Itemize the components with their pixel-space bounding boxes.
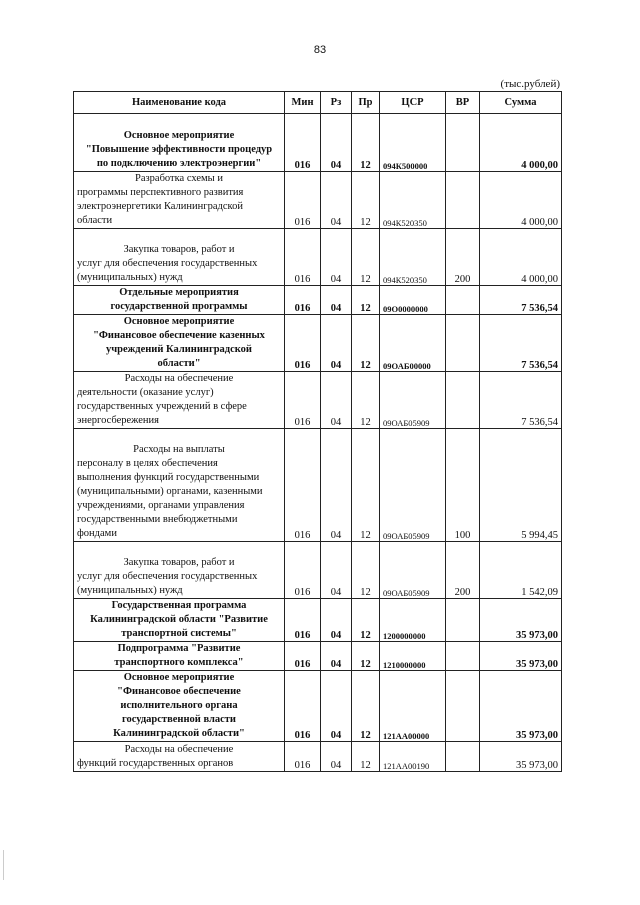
row-name [74,642,285,671]
row-name-line: электроэнергетики Калининградской [77,201,243,212]
row-name [74,229,285,286]
row-name-line: Калининградской области "Развитие [90,614,268,625]
row-pr: 12 [352,114,380,172]
row-min: 016 [285,229,321,286]
row-sum: 35 973,00 [480,742,562,772]
row-name-line: учреждениями, органами управления [77,500,245,511]
row-name [74,742,285,772]
row-pr: 12 [352,315,380,372]
header-pr: Пр [352,92,380,114]
row-sum: 35 973,00 [480,671,562,742]
row-sum: 7 536,54 [480,372,562,429]
row-sum: 7 536,54 [480,315,562,372]
row-name-line: Разработка схемы и [135,173,223,184]
row-name [74,172,285,229]
row-csr: 09О0000000 [380,286,446,315]
row-csr: 09ОАБ05909 [380,372,446,429]
table-row [74,229,562,286]
table-header-row [74,92,562,114]
row-rz: 04 [321,286,352,315]
row-name-line: "Финансовое обеспечение [117,686,241,697]
row-name-line: государственными внебюджетными [77,514,238,525]
row-name-line: программы перспективного развития [77,187,244,198]
row-csr: 1200000000 [380,599,446,642]
table-row [74,599,562,642]
row-name-line: "Повышение эффективности процедур [85,144,273,155]
row-sum: 4 000,00 [480,172,562,229]
row-pr: 12 [352,229,380,286]
table-row [74,742,562,772]
row-sum: 5 994,45 [480,429,562,542]
table-row [74,542,562,599]
row-min: 016 [285,542,321,599]
row-name [74,372,285,429]
row-pr: 12 [352,172,380,229]
row-name-line: персоналу в целях обеспечения [77,458,218,469]
row-name-line: (муниципальных) нужд [77,585,183,596]
row-min: 016 [285,372,321,429]
row-name-line: Расходы на выплаты [133,444,225,455]
row-rz: 04 [321,172,352,229]
row-vr [446,315,480,372]
row-name [74,429,285,542]
row-pr: 12 [352,372,380,429]
row-name [74,286,285,315]
row-name [74,542,285,599]
row-vr [446,599,480,642]
row-csr: 09ОАБ05909 [380,429,446,542]
row-rz: 04 [321,542,352,599]
row-vr: 100 [446,429,480,542]
row-name-line: функций государственных органов [77,758,234,769]
row-sum: 35 973,00 [480,642,562,671]
table-row [74,172,562,229]
row-pr: 12 [352,542,380,599]
row-name-line: Основное мероприятие [123,672,235,683]
table-row [74,114,562,172]
row-csr: 094К520350 [380,229,446,286]
row-rz: 04 [321,114,352,172]
row-sum: 4 000,00 [480,229,562,286]
row-sum: 1 542,09 [480,542,562,599]
row-name-line: государственных учреждений в сфере [77,401,247,412]
page-number: 83 [313,44,327,56]
row-vr [446,742,480,772]
table-row [74,315,562,372]
row-csr: 09ОАБ05909 [380,542,446,599]
row-min: 016 [285,642,321,671]
row-min: 016 [285,172,321,229]
row-name-line: государственной власти [122,714,236,725]
row-name-line: по подключению электроэнергии" [96,158,262,169]
row-name [74,671,285,742]
row-pr: 12 [352,429,380,542]
row-csr: 121АА00190 [380,742,446,772]
header-sum: Сумма [480,92,562,114]
row-name-line: Калининградской области" [113,728,245,739]
row-name-line: услуг для обеспечения государственных [77,571,258,582]
row-pr: 12 [352,599,380,642]
row-name-line: Закупка товаров, работ и [123,244,235,255]
row-name-line: Расходы на обеспечение [124,373,234,384]
row-name-line: Основное мероприятие [123,130,235,141]
row-vr [446,172,480,229]
row-name-line: области [77,215,113,226]
row-name-line: транспортной системы" [121,628,237,639]
header-min: Мин [285,92,321,114]
row-rz: 04 [321,599,352,642]
row-name-line: выполнения функций государственными [77,472,260,483]
row-csr: 094К520350 [380,172,446,229]
row-vr: 200 [446,542,480,599]
table-row [74,429,562,542]
row-csr: 09ОАБ00000 [380,315,446,372]
row-vr [446,114,480,172]
row-rz: 04 [321,315,352,372]
row-name-line: Закупка товаров, работ и [123,557,235,568]
header-vr: ВР [446,92,480,114]
row-name [74,114,285,172]
row-min: 016 [285,315,321,372]
row-vr [446,671,480,742]
row-name-line: учреждений Калининградской [106,344,252,355]
table-row [74,642,562,671]
row-rz: 04 [321,429,352,542]
table-row [74,671,562,742]
header-rz: Рз [321,92,352,114]
row-name-line: (муниципальными) органами, казенными [77,486,263,497]
table-row [74,372,562,429]
header-name: Наименование кода [74,92,285,114]
row-name-line: государственной программы [110,301,248,312]
row-rz: 04 [321,372,352,429]
row-name-line: Основное мероприятие [123,316,235,327]
row-vr [446,642,480,671]
row-name-line: области" [157,358,201,369]
row-name-line: деятельности (оказание услуг) [77,387,214,398]
row-vr: 200 [446,229,480,286]
row-sum: 4 000,00 [480,114,562,172]
row-name-line: энергосбережения [77,415,160,426]
scan-artifact [3,850,4,880]
row-name-line: Расходы на обеспечение [124,744,234,755]
row-csr: 1210000000 [380,642,446,671]
row-min: 016 [285,114,321,172]
units-label: (тыс.рублей) [500,78,560,90]
row-min: 016 [285,671,321,742]
row-sum: 7 536,54 [480,286,562,315]
row-name-line: услуг для обеспечения государственных [77,258,258,269]
row-name-line: исполнительного органа [120,700,238,711]
row-rz: 04 [321,671,352,742]
row-name [74,315,285,372]
row-sum: 35 973,00 [480,599,562,642]
row-name-line: (муниципальных) нужд [77,272,183,283]
row-pr: 12 [352,671,380,742]
row-name-line: фондами [77,528,117,539]
row-name-line: транспортного комплекса" [114,657,244,668]
row-pr: 12 [352,742,380,772]
row-min: 016 [285,429,321,542]
row-name-line: "Финансовое обеспечение казенных [93,330,265,341]
row-rz: 04 [321,742,352,772]
row-min: 016 [285,599,321,642]
row-name [74,599,285,642]
row-csr: 121АА00000 [380,671,446,742]
row-min: 016 [285,286,321,315]
budget-table [73,91,562,772]
row-pr: 12 [352,642,380,671]
table-row [74,286,562,315]
row-name-line: Отдельные мероприятия [119,287,239,298]
header-csr: ЦСР [380,92,446,114]
row-rz: 04 [321,642,352,671]
row-csr: 094К500000 [380,114,446,172]
row-vr [446,372,480,429]
row-pr: 12 [352,286,380,315]
row-min: 016 [285,742,321,772]
row-vr [446,286,480,315]
row-name-line: Подпрограмма "Развитие [117,643,241,654]
row-rz: 04 [321,229,352,286]
row-name-line: Государственная программа [111,600,247,611]
